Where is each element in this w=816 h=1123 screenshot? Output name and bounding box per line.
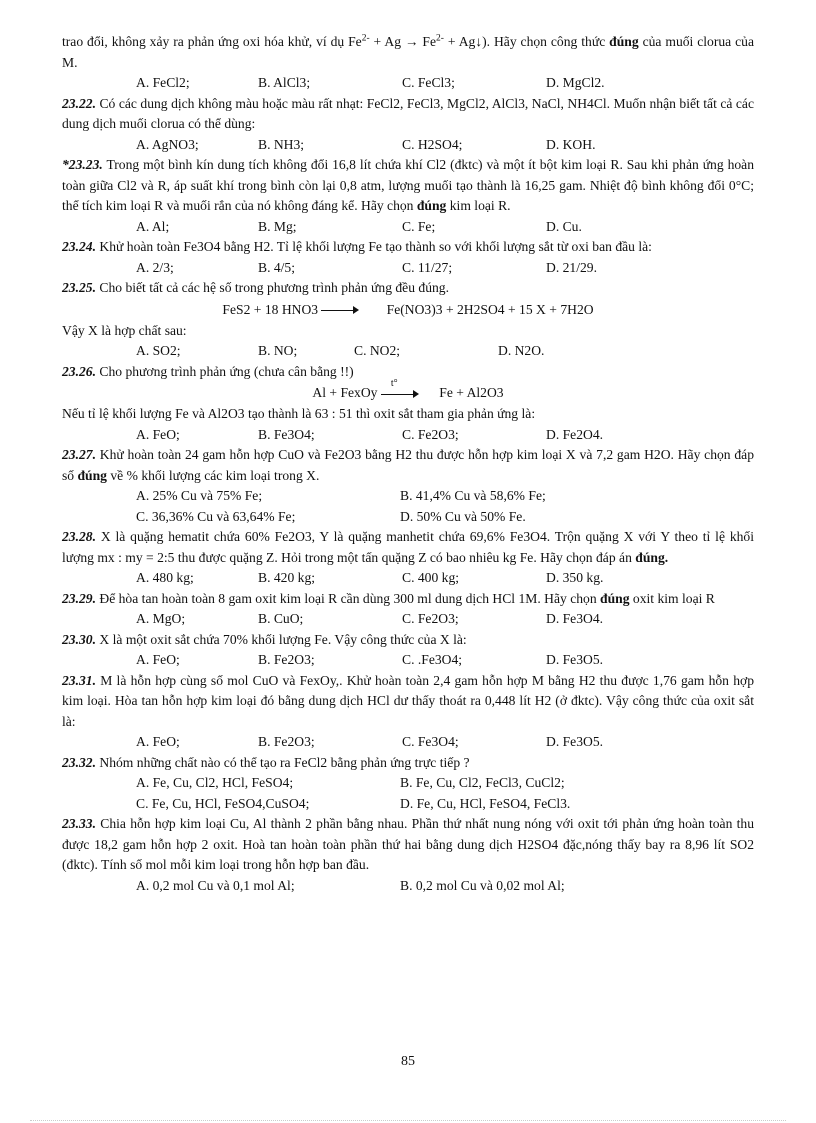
option-a[interactable]: A. 480 kg; [136, 570, 194, 585]
option-b[interactable]: B. CuO; [258, 611, 304, 626]
question-23-29: 23.29. Để hòa tan hoàn toàn 8 gam oxit kim loại R cần dùng 300 ml dung dịch HCl 1M. Hãy chọn đúng oxit kim loại R [62, 590, 715, 606]
reaction-arrow-icon [321, 305, 359, 315]
option-c[interactable]: C. 400 kg; [402, 570, 460, 585]
q24-options [62, 258, 754, 279]
q25-options [62, 341, 754, 362]
question-23-33: 23.33. Chia hỗn hợp kim loại Cu, Al thành 2 phần bằng nhau. Phần thứ nhất nung nóng với oxit tới phản ứng hoàn toàn thu được 18,2 gam hỗn hợp 2 oxit. Hoà tan hoàn toàn phần thứ hai bằng dung dịch H2SO4 đặc,nóng thấy bay ra 8,96 lít SO2 (đktc). Tính số mol mỗi kim loại trong hỗn hợp ban đầu. [62, 816, 755, 872]
question-23-24: 23.24. Khử hoàn toàn Fe3O4 bằng H2. Tỉ lệ khối lượng Fe tạo thành so với khối lượng sắt từ oxi ban đầu là: [62, 239, 652, 254]
option-b[interactable]: B. Fe3O4; [258, 426, 315, 442]
option-a[interactable]: A. AgNO3; [136, 136, 199, 152]
q27-options-row1 [62, 486, 754, 507]
question-23-22: 23.22. Có các dung dịch không màu hoặc màu rất nhạt: FeCl2, FeCl3, MgCl2, AlCl3, NaCl, NH4Cl. Muốn nhận biết tất cả các dung dịch muối clorua có thể dùng: [62, 95, 754, 131]
option-a[interactable]: A. Fe, Cu, Cl2, HCl, FeSO4; [136, 775, 294, 790]
q31-options [62, 732, 754, 753]
intro-paragraph: trao đổi, không xảy ra phản ứng oxi hóa khử, ví dụ $Fe^{2-} + Ag \to Fe^{2-}$ + Ag↓). Hãy chọn công thức đúng của muối clorua của M. [62, 33, 754, 70]
q22-options [62, 135, 754, 156]
option-c[interactable]: C. Fe3O4; [402, 734, 459, 749]
option-b[interactable]: B. 4/5; [258, 259, 296, 275]
equation-23-25: FeS2 + 18 HNO3 Fe(NO3)3 + 2H2SO4 + 15 X + 7H2O [222, 301, 594, 317]
ask-23-26: Nếu tỉ lệ khối lượng Fe và Al2O3 tạo thành là 63 : 51 thì oxit sắt tham gia phản ứng là: [62, 406, 536, 421]
option-a[interactable]: A. 2/3; [136, 259, 174, 275]
equation-23-26: Al + FexOy t° Fe + Al2O3 [312, 377, 504, 400]
q30-options [62, 650, 754, 671]
reaction-arrow-icon [381, 377, 419, 399]
option-c[interactable]: C. NO2; [354, 343, 401, 358]
option-c[interactable]: C. FeCl3; [402, 75, 455, 90]
option-d[interactable]: D. KOH. [546, 136, 596, 152]
option-c[interactable]: C. Fe2O3; [402, 611, 459, 626]
option-a[interactable]: A. 25% Cu và 75% Fe; [136, 488, 263, 503]
q32-options-row1 [62, 773, 754, 794]
footer-dotted-rule [30, 1120, 786, 1121]
option-b[interactable]: B. Fe2O3; [258, 652, 315, 667]
page-number: 85 [401, 1054, 415, 1069]
q33-options-row1 [62, 876, 754, 897]
option-d[interactable]: D. Fe3O5. [546, 734, 604, 749]
option-b[interactable]: B. Fe2O3; [258, 734, 315, 749]
q32-options-row2 [62, 794, 754, 815]
option-a[interactable]: A. 0,2 mol Cu và 0,1 mol Al; [136, 877, 295, 893]
option-c[interactable]: C. Fe, Cu, HCl, FeSO4,CuSO4; [136, 795, 310, 811]
option-c[interactable]: C. .Fe3O4; [402, 652, 463, 667]
option-c[interactable]: C. 11/27; [402, 259, 453, 275]
option-c[interactable]: C. Fe2O3; [402, 426, 459, 442]
option-a[interactable]: A. SO2; [136, 343, 181, 358]
option-b[interactable]: B. 41,4% Cu và 58,6% Fe; [400, 488, 546, 503]
q27-options-row2 [62, 507, 754, 528]
option-a[interactable]: A. FeCl2; [136, 75, 190, 90]
option-a[interactable]: A. MgO; [136, 611, 186, 626]
arrow-label: t° [390, 377, 398, 389]
question-23-28: 23.28. X là quặng hematit chứa 60% Fe2O3, Y là quặng manhetit chứa 69,6% Fe3O4. Trộn quặng X với Y theo tỉ lệ khối lượng mx : my = 2:5 thu được quặng Z. Hỏi trong một tấn quặng Z có bao nhiêu kg Fe. Hãy chọn đáp án đúng. [62, 529, 754, 565]
option-d[interactable]: D. 50% Cu và 50% Fe. [400, 508, 526, 524]
option-b[interactable]: B. 0,2 mol Cu và 0,02 mol Al; [400, 877, 565, 893]
option-a[interactable]: A. FeO; [136, 426, 180, 442]
option-c[interactable]: C. 36,36% Cu và 63,64% Fe; [136, 508, 296, 524]
document-page [62, 32, 754, 896]
question-23-23: *23.23. Trong một bình kín dung tích không đổi 16,8 lít chứa khí Cl2 (đktc) và một ít bột kim loại R. Sau khi phản ứng hoàn toàn giữa Cl2 và R, áp suất khí trong bình còn lại 0,8 atm, lượng muối tạo thành là 16,25 gam. Nhiệt độ bình không đổi 0°C; thể tích kim loại R và muối rắn của nó không đáng kể. Hãy chọn đúng kim loại R. [62, 157, 754, 213]
option-d[interactable]: D. 21/29. [546, 259, 597, 275]
option-d[interactable]: D. Fe3O5. [546, 652, 604, 667]
intro-options [62, 73, 754, 94]
option-a[interactable]: A. FeO; [136, 652, 180, 667]
option-d[interactable]: D. N2O. [498, 343, 545, 358]
option-b[interactable]: B. Mg; [258, 218, 297, 234]
option-d[interactable]: D. Cu. [546, 218, 582, 234]
option-d[interactable]: D. 350 kg. [546, 570, 604, 585]
q28-options [62, 568, 754, 589]
option-b[interactable]: B. NO; [258, 343, 298, 358]
ask-23-25: Vậy X là hợp chất sau: [62, 322, 187, 338]
question-23-32: 23.32. Nhóm những chất nào có thể tạo ra FeCl2 bằng phản ứng trực tiếp ? [62, 754, 470, 770]
option-a[interactable]: A. Al; [136, 218, 170, 234]
option-b[interactable]: B. 420 kg; [258, 570, 316, 585]
option-d[interactable]: D. Fe2O4. [546, 426, 604, 442]
option-a[interactable]: A. FeO; [136, 734, 180, 749]
option-d[interactable]: D. MgCl2. [546, 75, 605, 90]
q23-options [62, 217, 754, 238]
question-23-30: 23.30. X là một oxit sắt chứa 70% khối lượng Fe. Vậy công thức của X là: [62, 631, 467, 647]
option-b[interactable]: B. AlCl3; [258, 75, 311, 90]
option-b[interactable]: B. NH3; [258, 136, 305, 152]
option-c[interactable]: C. Fe; [402, 218, 436, 234]
q29-options [62, 609, 754, 630]
option-d[interactable]: D. Fe3O4. [546, 611, 604, 626]
question-23-31: 23.31. M là hỗn hợp cùng số mol CuO và FexOy,. Khử hoàn toàn 2,4 gam hỗn hợp M bằng H2 thu được 1,76 gam hỗn hợp kim loại. Hòa tan hỗn hợp kim loại đó bằng dung dịch HCl dư thấy thoát ra 0,448 lít H2 (ở đktc). Vậy công thức của oxit sắt là: [62, 672, 754, 729]
question-23-25: 23.25. Cho biết tất cả các hệ số trong phương trình phản ứng đều đúng. [62, 280, 449, 295]
question-23-26: 23.26. Cho phương trình phản ứng (chưa cân bằng !!) [62, 363, 354, 379]
option-d[interactable]: D. Fe, Cu, HCl, FeSO4, FeCl3. [400, 795, 571, 811]
q26-options [62, 425, 754, 446]
option-b[interactable]: B. Fe, Cu, Cl2, FeCl3, CuCl2; [400, 775, 565, 790]
question-23-27: 23.27. Khử hoàn toàn 24 gam hỗn hợp CuO và Fe2O3 bằng H2 thu được hỗn hợp kim loại X và 7,2 gam H2O. Hãy chọn đáp số đúng về % khối lượng các kim loại trong X. [62, 447, 754, 483]
option-c[interactable]: C. H2SO4; [402, 136, 463, 152]
